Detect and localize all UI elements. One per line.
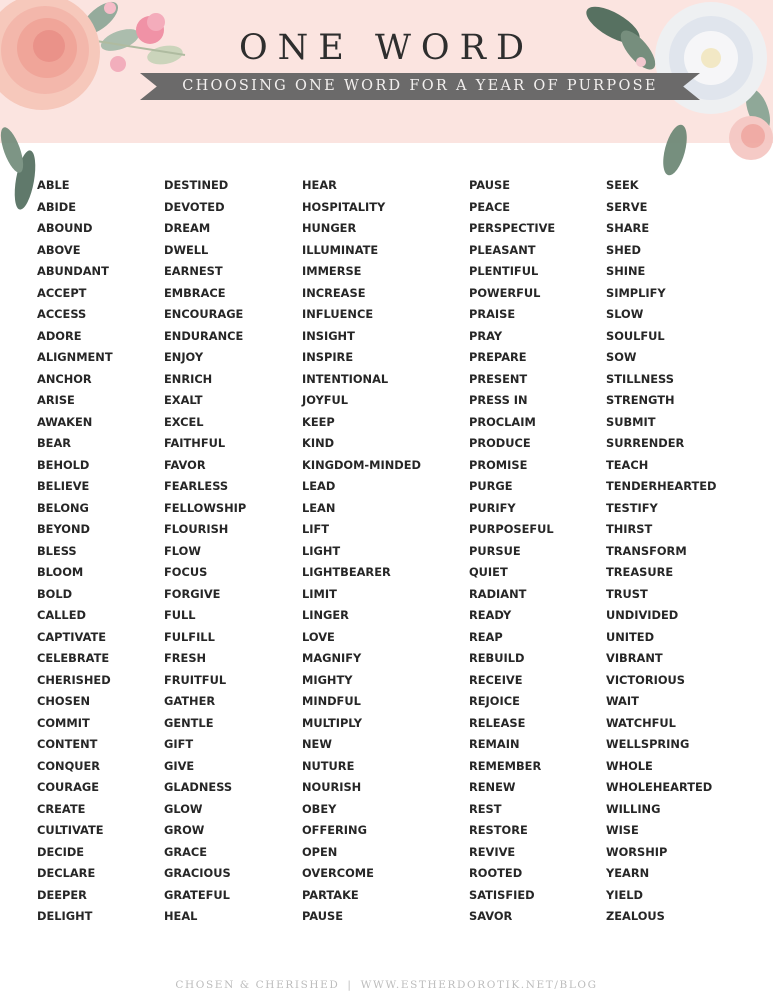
- word-item: SERVE: [606, 199, 648, 214]
- word-item: CREATE: [37, 801, 86, 816]
- word-item: FULFILL: [164, 629, 215, 644]
- word-item: CULTIVATE: [37, 823, 104, 837]
- word-item: BOLD: [37, 586, 73, 601]
- word-item: PRESENT: [469, 371, 528, 386]
- word-item: KINGDOM-MINDED: [302, 457, 421, 472]
- word-item: HUNGER: [302, 221, 357, 235]
- word-item: VICTORIOUS: [606, 672, 686, 687]
- word-item: BLESS: [37, 543, 77, 558]
- word-item: FAITHFUL: [164, 436, 226, 450]
- word-item: SAVOR: [469, 909, 513, 923]
- word-item: PROMISE: [469, 457, 528, 472]
- word-item: RELEASE: [469, 715, 526, 730]
- word-item: INCREASE: [302, 285, 366, 300]
- word-item: REAP: [469, 629, 503, 644]
- word-item: GRACE: [164, 844, 208, 859]
- word-item: FEARLESS: [164, 479, 229, 493]
- word-item: RESTORE: [469, 823, 528, 837]
- word-item: NUTURE: [302, 758, 355, 773]
- word-item: SUBMIT: [606, 414, 656, 429]
- word-item: TESTIFY: [606, 500, 658, 515]
- word-item: POWERFUL: [469, 285, 541, 300]
- word-item: DECLARE: [37, 866, 96, 880]
- word-item: STRENGTH: [606, 393, 675, 407]
- word-item: PURIFY: [469, 500, 516, 515]
- word-item: GRACIOUS: [164, 866, 231, 880]
- word-item: RADIANT: [469, 586, 527, 601]
- word-item: IMMERSE: [302, 264, 362, 278]
- word-item: DWELL: [164, 242, 209, 257]
- word-item: PROCLAIM: [469, 414, 536, 429]
- word-item: SURRENDER: [606, 436, 685, 450]
- word-item: ABLE: [37, 178, 70, 192]
- word-item: GENTLE: [164, 715, 214, 730]
- word-item: SHINE: [606, 264, 646, 278]
- word-item: WAIT: [606, 694, 639, 708]
- word-item: FORGIVE: [164, 586, 221, 601]
- word-item: CHERISHED: [37, 672, 111, 687]
- word-item: RECEIVE: [469, 672, 523, 687]
- word-item: TRUST: [606, 586, 648, 601]
- word-item: DESTINED: [164, 178, 229, 192]
- word-item: FULL: [164, 608, 196, 622]
- word-item: LEAN: [302, 500, 336, 515]
- word-item: TREASURE: [606, 565, 674, 579]
- word-item: MAGNIFY: [302, 651, 362, 665]
- word-item: ENJOY: [164, 350, 204, 364]
- word-item: ABUNDANT: [37, 264, 109, 278]
- word-item: PRAISE: [469, 307, 516, 321]
- word-item: READY: [469, 608, 512, 622]
- word-item: REMEMBER: [469, 758, 542, 773]
- word-item: NEW: [302, 737, 332, 751]
- word-item: ZEALOUS: [606, 909, 665, 923]
- word-item: FOCUS: [164, 565, 208, 579]
- word-item: PEACE: [469, 199, 511, 214]
- word-item: PRAY: [469, 328, 503, 343]
- word-item: ADORE: [37, 328, 82, 343]
- word-item: PREPARE: [469, 350, 527, 364]
- word-item: SEEK: [606, 178, 639, 192]
- word-item: REMAIN: [469, 737, 520, 751]
- word-item: OFFERING: [302, 823, 367, 837]
- word-column-2: [164, 177, 246, 930]
- word-item: ENCOURAGE: [164, 307, 244, 321]
- word-item: LIMIT: [302, 586, 337, 601]
- word-item: WILLING: [606, 801, 661, 816]
- word-column-5: [606, 177, 717, 930]
- word-item: QUIET: [469, 565, 508, 579]
- word-item: SATISFIED: [469, 887, 535, 902]
- word-item: NOURISH: [302, 780, 362, 794]
- word-item: DEEPER: [37, 887, 87, 902]
- word-item: EARNEST: [164, 264, 223, 278]
- word-item: INSIGHT: [302, 328, 355, 343]
- word-item: WISE: [606, 823, 639, 837]
- word-item: EXALT: [164, 393, 203, 407]
- word-item: FRUITFUL: [164, 672, 227, 687]
- word-item: ENRICH: [164, 371, 213, 386]
- word-item: SIMPLIFY: [606, 285, 666, 300]
- word-item: WHOLE: [606, 758, 653, 773]
- word-item: UNDIVIDED: [606, 608, 679, 622]
- word-item: RENEW: [469, 780, 516, 794]
- word-item: GROW: [164, 823, 205, 837]
- word-item: REBUILD: [469, 651, 525, 665]
- word-item: OPEN: [302, 844, 338, 859]
- word-item: FELLOWSHIP: [164, 500, 247, 515]
- footer: [0, 979, 773, 991]
- word-item: MULTIPLY: [302, 715, 363, 730]
- word-item: BEAR: [37, 436, 72, 450]
- word-item: PERSPECTIVE: [469, 221, 556, 235]
- word-item: TEACH: [606, 457, 649, 472]
- word-item: LIGHTBEARER: [302, 565, 391, 579]
- word-column-1: [37, 177, 113, 930]
- word-item: HOSPITALITY: [302, 199, 386, 214]
- word-item: BELIEVE: [37, 479, 90, 493]
- word-item: GIFT: [164, 737, 194, 751]
- word-item: MIGHTY: [302, 672, 353, 687]
- word-item: DELIGHT: [37, 909, 93, 923]
- word-item: EXCEL: [164, 414, 204, 429]
- word-item: INSPIRE: [302, 350, 354, 364]
- word-item: ALIGNMENT: [37, 350, 113, 364]
- word-item: ANCHOR: [37, 371, 92, 386]
- word-item: REST: [469, 801, 502, 816]
- word-item: YEARN: [606, 866, 650, 880]
- word-item: PLENTIFUL: [469, 264, 539, 278]
- word-item: YIELD: [606, 887, 643, 902]
- footer-url: WWW.ESTHERDOROTIK.NET/BLOG: [360, 979, 598, 991]
- word-item: ARISE: [37, 393, 75, 407]
- word-item: SHED: [606, 242, 641, 257]
- footer-separator: |: [347, 979, 353, 991]
- word-item: SHARE: [606, 221, 650, 235]
- footer-brand: CHOSEN & CHERISHED: [175, 979, 340, 991]
- word-item: COURAGE: [37, 780, 100, 794]
- word-item: REJOICE: [469, 694, 520, 708]
- word-item: LIGHT: [302, 543, 341, 558]
- word-item: PRODUCE: [469, 436, 531, 450]
- word-item: EMBRACE: [164, 285, 226, 300]
- word-item: FLOW: [164, 543, 201, 558]
- page-title: ONE WORD: [238, 28, 535, 68]
- word-item: OBEY: [302, 801, 337, 816]
- word-item: VIBRANT: [606, 651, 663, 665]
- word-item: SOW: [606, 350, 637, 364]
- word-item: FLOURISH: [164, 522, 229, 536]
- word-item: ACCEPT: [37, 285, 87, 300]
- word-item: PLEASANT: [469, 242, 536, 257]
- word-item: ABIDE: [37, 199, 76, 214]
- word-item: ILLUMINATE: [302, 242, 379, 257]
- word-item: GRATEFUL: [164, 887, 230, 902]
- word-item: BEYOND: [37, 522, 90, 536]
- word-column-3: [302, 177, 421, 930]
- word-item: LOVE: [302, 629, 335, 644]
- word-item: CELEBRATE: [37, 651, 110, 665]
- word-item: HEAL: [164, 909, 198, 923]
- word-item: LINGER: [302, 608, 349, 622]
- word-item: MINDFUL: [302, 694, 361, 708]
- word-item: CONTENT: [37, 737, 98, 751]
- word-item: CAPTIVATE: [37, 629, 107, 644]
- word-item: ABOVE: [37, 242, 81, 257]
- word-item: INFLUENCE: [302, 307, 374, 321]
- word-item: REVIVE: [469, 844, 516, 859]
- word-item: AWAKEN: [37, 414, 93, 429]
- word-item: CALLED: [37, 608, 86, 622]
- word-item: THIRST: [606, 522, 653, 536]
- word-item: DREAM: [164, 221, 211, 235]
- word-item: PURSUE: [469, 543, 521, 558]
- word-item: LEAD: [302, 479, 336, 493]
- word-item: FRESH: [164, 651, 207, 665]
- word-item: BLOOM: [37, 565, 84, 579]
- word-item: WHOLEHEARTED: [606, 780, 713, 794]
- word-item: GIVE: [164, 758, 195, 773]
- word-item: PRESS IN: [469, 393, 528, 407]
- word-item: DECIDE: [37, 844, 85, 859]
- word-item: COMMIT: [37, 715, 90, 730]
- word-item: PARTAKE: [302, 887, 359, 902]
- word-item: CONQUER: [37, 758, 101, 773]
- word-item: ABOUND: [37, 221, 93, 235]
- word-item: BELONG: [37, 500, 89, 515]
- word-item: PURGE: [469, 479, 513, 493]
- word-item: TENDERHEARTED: [606, 479, 717, 493]
- word-item: GLOW: [164, 801, 203, 816]
- word-item: PURPOSEFUL: [469, 522, 554, 536]
- word-item: BEHOLD: [37, 457, 90, 472]
- word-item: FAVOR: [164, 457, 206, 472]
- word-item: PAUSE: [469, 178, 511, 192]
- word-item: STILLNESS: [606, 371, 674, 386]
- word-item: WATCHFUL: [606, 715, 676, 730]
- word-item: ENDURANCE: [164, 328, 244, 343]
- word-item: HEAR: [302, 178, 337, 192]
- word-item: UNITED: [606, 629, 655, 644]
- word-item: KIND: [302, 436, 335, 450]
- word-item: ACCESS: [37, 307, 87, 321]
- word-item: PAUSE: [302, 909, 344, 923]
- word-item: CHOSEN: [37, 694, 91, 708]
- word-item: GATHER: [164, 694, 216, 708]
- word-item: INTENTIONAL: [302, 371, 389, 386]
- word-item: TRANSFORM: [606, 543, 687, 558]
- word-item: SOULFUL: [606, 328, 665, 343]
- word-item: JOYFUL: [302, 393, 349, 407]
- word-item: ROOTED: [469, 866, 523, 880]
- word-item: DEVOTED: [164, 199, 225, 214]
- page-subtitle: CHOOSING ONE WORD FOR A YEAR OF PURPOSE: [182, 78, 658, 94]
- word-item: KEEP: [302, 414, 335, 429]
- word-item: OVERCOME: [302, 866, 374, 880]
- word-item: LIFT: [302, 522, 330, 536]
- word-item: WORSHIP: [606, 844, 668, 859]
- word-item: SLOW: [606, 307, 644, 321]
- word-item: WELLSPRING: [606, 737, 690, 751]
- word-item: GLADNESS: [164, 780, 233, 794]
- word-column-4: [469, 177, 555, 930]
